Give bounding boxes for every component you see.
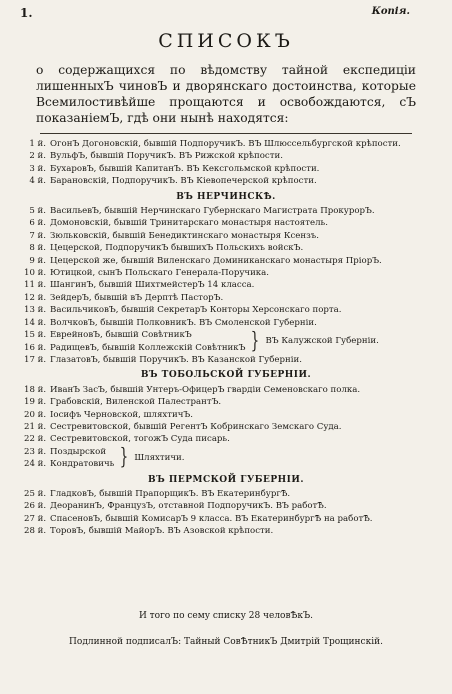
bracket-group-shlyakhtichi [24, 446, 428, 471]
entry-text: ВасильчиковЪ, бывшій СекретарЪ Конторы Херсонскаго порта. [50, 305, 342, 316]
list-item [24, 304, 428, 316]
entry-number: 26 й. [24, 501, 47, 512]
entry-number: 16 й. [24, 342, 47, 353]
bracket-group-kaluga [24, 329, 428, 354]
list-item [24, 354, 428, 366]
list-item [24, 317, 428, 329]
entry-text: ИванЪ ЗасЪ, бывшій Унтеръ-ОфицерЪ гвардіи Семеновскаго полка. [50, 384, 361, 395]
section-heading-perm: ВЪ ПЕРМСКОЙ ГУБЕРНІИ. [148, 474, 304, 485]
list-item [24, 384, 428, 396]
entry-text: СпасеновЪ, бывшій КомисарЪ 9 класса. ВЪ ЕкатеринбургѢ на работѢ. [50, 513, 373, 524]
list-item [24, 138, 428, 150]
list-item [24, 255, 428, 267]
entry-text: Сестревитовской, тогожЪ Суда писарь. [50, 434, 230, 445]
total-line: И того по сему списку 28 человѢкЪ. [138, 611, 314, 621]
list-item [24, 242, 428, 254]
entry-text: Зюльковскій, бывшій Бенедиктинскаго монастыря Ксензъ. [50, 230, 319, 241]
entry-text: ГладковЪ, бывшій ПрапорщикЪ. ВЪ ЕкатеринбургѢ. [50, 488, 291, 499]
signature-line: Подлинной подписалЪ: Тайный СовѢтникЪ Дмитрій Трощинскій. [69, 637, 383, 647]
entry-text: Поздырской [50, 446, 107, 457]
entry-text: Цецерской, ПодпоручикЪ бывшихЪ Польскихъ войскЪ. [50, 243, 304, 254]
entry-text: ГлазатовЪ, бывшій ПоручикЪ. ВЪ Казанской Губерніи. [50, 354, 302, 365]
entry-number: 2 й. [29, 151, 46, 162]
entry-text: ЗейдерЪ, бывшій вЪ Дерптѣ ПасторЪ. [50, 292, 224, 303]
entry-number: 19 й. [24, 397, 47, 408]
list-item [24, 513, 428, 525]
list-item [24, 458, 114, 470]
list-item [24, 342, 245, 354]
section-heading-tobolsk: ВЪ ТОБОЛЬСКОЙ ГУБЕРНІИ. [140, 370, 312, 381]
entry-text: ЕврейновЪ, бывшій СовѣтникЪ [50, 330, 192, 341]
entry-group-perm [24, 488, 428, 538]
entry-text: ВолчковЪ, бывшій ПолковникЪ. ВЪ Смоленской Губерніи. [50, 317, 317, 328]
list-item [24, 488, 428, 500]
entry-group-fortresses [24, 138, 428, 188]
divider-rule [40, 133, 412, 134]
list-item [24, 267, 428, 279]
entry-text: ДеоранинЪ, ФранцузЪ, отставной ПодпоручикЪ. ВЪ работѢ. [50, 501, 327, 512]
list-item [24, 230, 428, 242]
list-item [24, 433, 428, 445]
list-item [24, 205, 428, 217]
list-item [24, 500, 428, 512]
entry-number: 23 й. [24, 446, 47, 457]
list-item [24, 421, 428, 433]
entry-text: Кондратовичь [50, 459, 115, 470]
list-item [24, 175, 428, 187]
entry-number: 12 й. [24, 292, 47, 303]
entry-group-kazan [24, 354, 428, 366]
entry-number: 11 й. [24, 280, 47, 291]
entry-number: 10 й. [24, 268, 47, 279]
list-item [24, 525, 428, 537]
entry-text: Грабовскій, Виленской ПалестрантЪ. [50, 397, 222, 408]
entry-number: 28 й. [24, 526, 47, 537]
entry-group-tobolsk [24, 384, 428, 446]
entry-number: 17 й. [24, 354, 47, 365]
page-number: 1. [20, 6, 33, 20]
list-item [24, 409, 428, 421]
entry-number: 14 й. [24, 317, 47, 328]
entry-number: 18 й. [24, 384, 47, 395]
list-item [24, 163, 428, 175]
entry-text: РадищевЪ, бывшій Коллежскій СовѣтникЪ [50, 342, 246, 353]
bracket-side-text: Шляхтичи. [134, 452, 185, 463]
list-item [24, 292, 428, 304]
entry-group-nerchinsk [24, 205, 428, 329]
entry-list [24, 138, 428, 538]
document-title: СПИСОКЪ [158, 30, 294, 52]
entry-text: Іосифъ Черновской, шляхтичЪ. [50, 409, 193, 420]
entry-text: ВасильевЪ, бывшій Нерчинскаго Губернскаго Магистрата ПрокурорЪ. [50, 206, 375, 217]
entry-text: ВульфЪ, бывшій ПоручикЪ. ВЪ Рижской крѣпости. [50, 151, 283, 162]
list-item [24, 150, 428, 162]
entry-number: 8 й. [29, 243, 46, 254]
entry-text: Барановскій, ПодпоручикЪ. ВЪ Кіевопечерской крѣпости. [50, 176, 317, 187]
bracket-side-text: ВЪ Калужской Губерніи. [265, 336, 379, 347]
entry-number: 1 й. [29, 139, 46, 149]
entry-number: 15 й. [24, 330, 47, 341]
entry-text: ШангинЪ, бывшій ШихтмейстерЪ 14 класса. [50, 280, 255, 291]
list-item [24, 446, 114, 458]
list-item [24, 396, 428, 408]
entry-number: 24 й. [24, 459, 47, 470]
entry-number: 13 й. [24, 305, 47, 316]
copy-label: Копія. [371, 6, 410, 17]
entry-number: 21 й. [24, 421, 47, 432]
entry-text: ТоровЪ, бывшій МайорЪ. ВЪ Азовской крѣпости. [50, 526, 274, 537]
entry-number: 3 й. [29, 163, 46, 174]
entry-text: Сестревитовской, бывшій РегентЪ Кобринскаго Земскаго Суда. [50, 421, 342, 432]
entry-number: 27 й. [24, 513, 47, 524]
entry-number: 6 й. [29, 218, 46, 229]
entry-number: 25 й. [24, 488, 47, 499]
entry-text: Цецерской же, бывшій Виленскаго Доминиканскаго монастыря ПріорЪ. [50, 255, 382, 266]
entry-number: 7 й. [29, 230, 46, 241]
entry-number: 5 й. [29, 206, 46, 217]
list-item [24, 279, 428, 291]
entry-text: Ютицкой, сынЪ Польскаго Генерала-Поручика. [50, 268, 270, 279]
section-heading-nerchinsk: ВЪ НЕРЧИНСКѢ. [176, 191, 276, 202]
list-item [24, 329, 245, 341]
document-subtitle: о содержащихся по вѣдомству тайной експедиціи лишенныхЪ чиновЪ и дворянскаго достоинства, которые Всемилостивѣйше прощаются и освобождаются, сЪ показаніемЪ, гдѣ они нынѣ находятся: [36, 63, 416, 125]
list-item [24, 217, 428, 229]
entry-text: Домоновскій, бывшій Тринитарскаго монастыря настоятель. [50, 218, 328, 229]
entry-text: БухаровЪ, бывшій КапитанЪ. ВЪ Кексгольмской крѣпости. [50, 163, 320, 174]
brace-symbol: } [251, 328, 260, 354]
entry-text: ОгонЪ Догоновскій, бывшій ПодпоручикЪ. ВЪ Шлюссельбургской крѣпости. [50, 139, 401, 149]
brace-symbol: } [120, 445, 129, 471]
entry-number: 22 й. [24, 434, 47, 445]
entry-number: 9 й. [29, 255, 46, 266]
entry-number: 20 й. [24, 409, 47, 420]
entry-number: 4 й. [29, 176, 46, 187]
